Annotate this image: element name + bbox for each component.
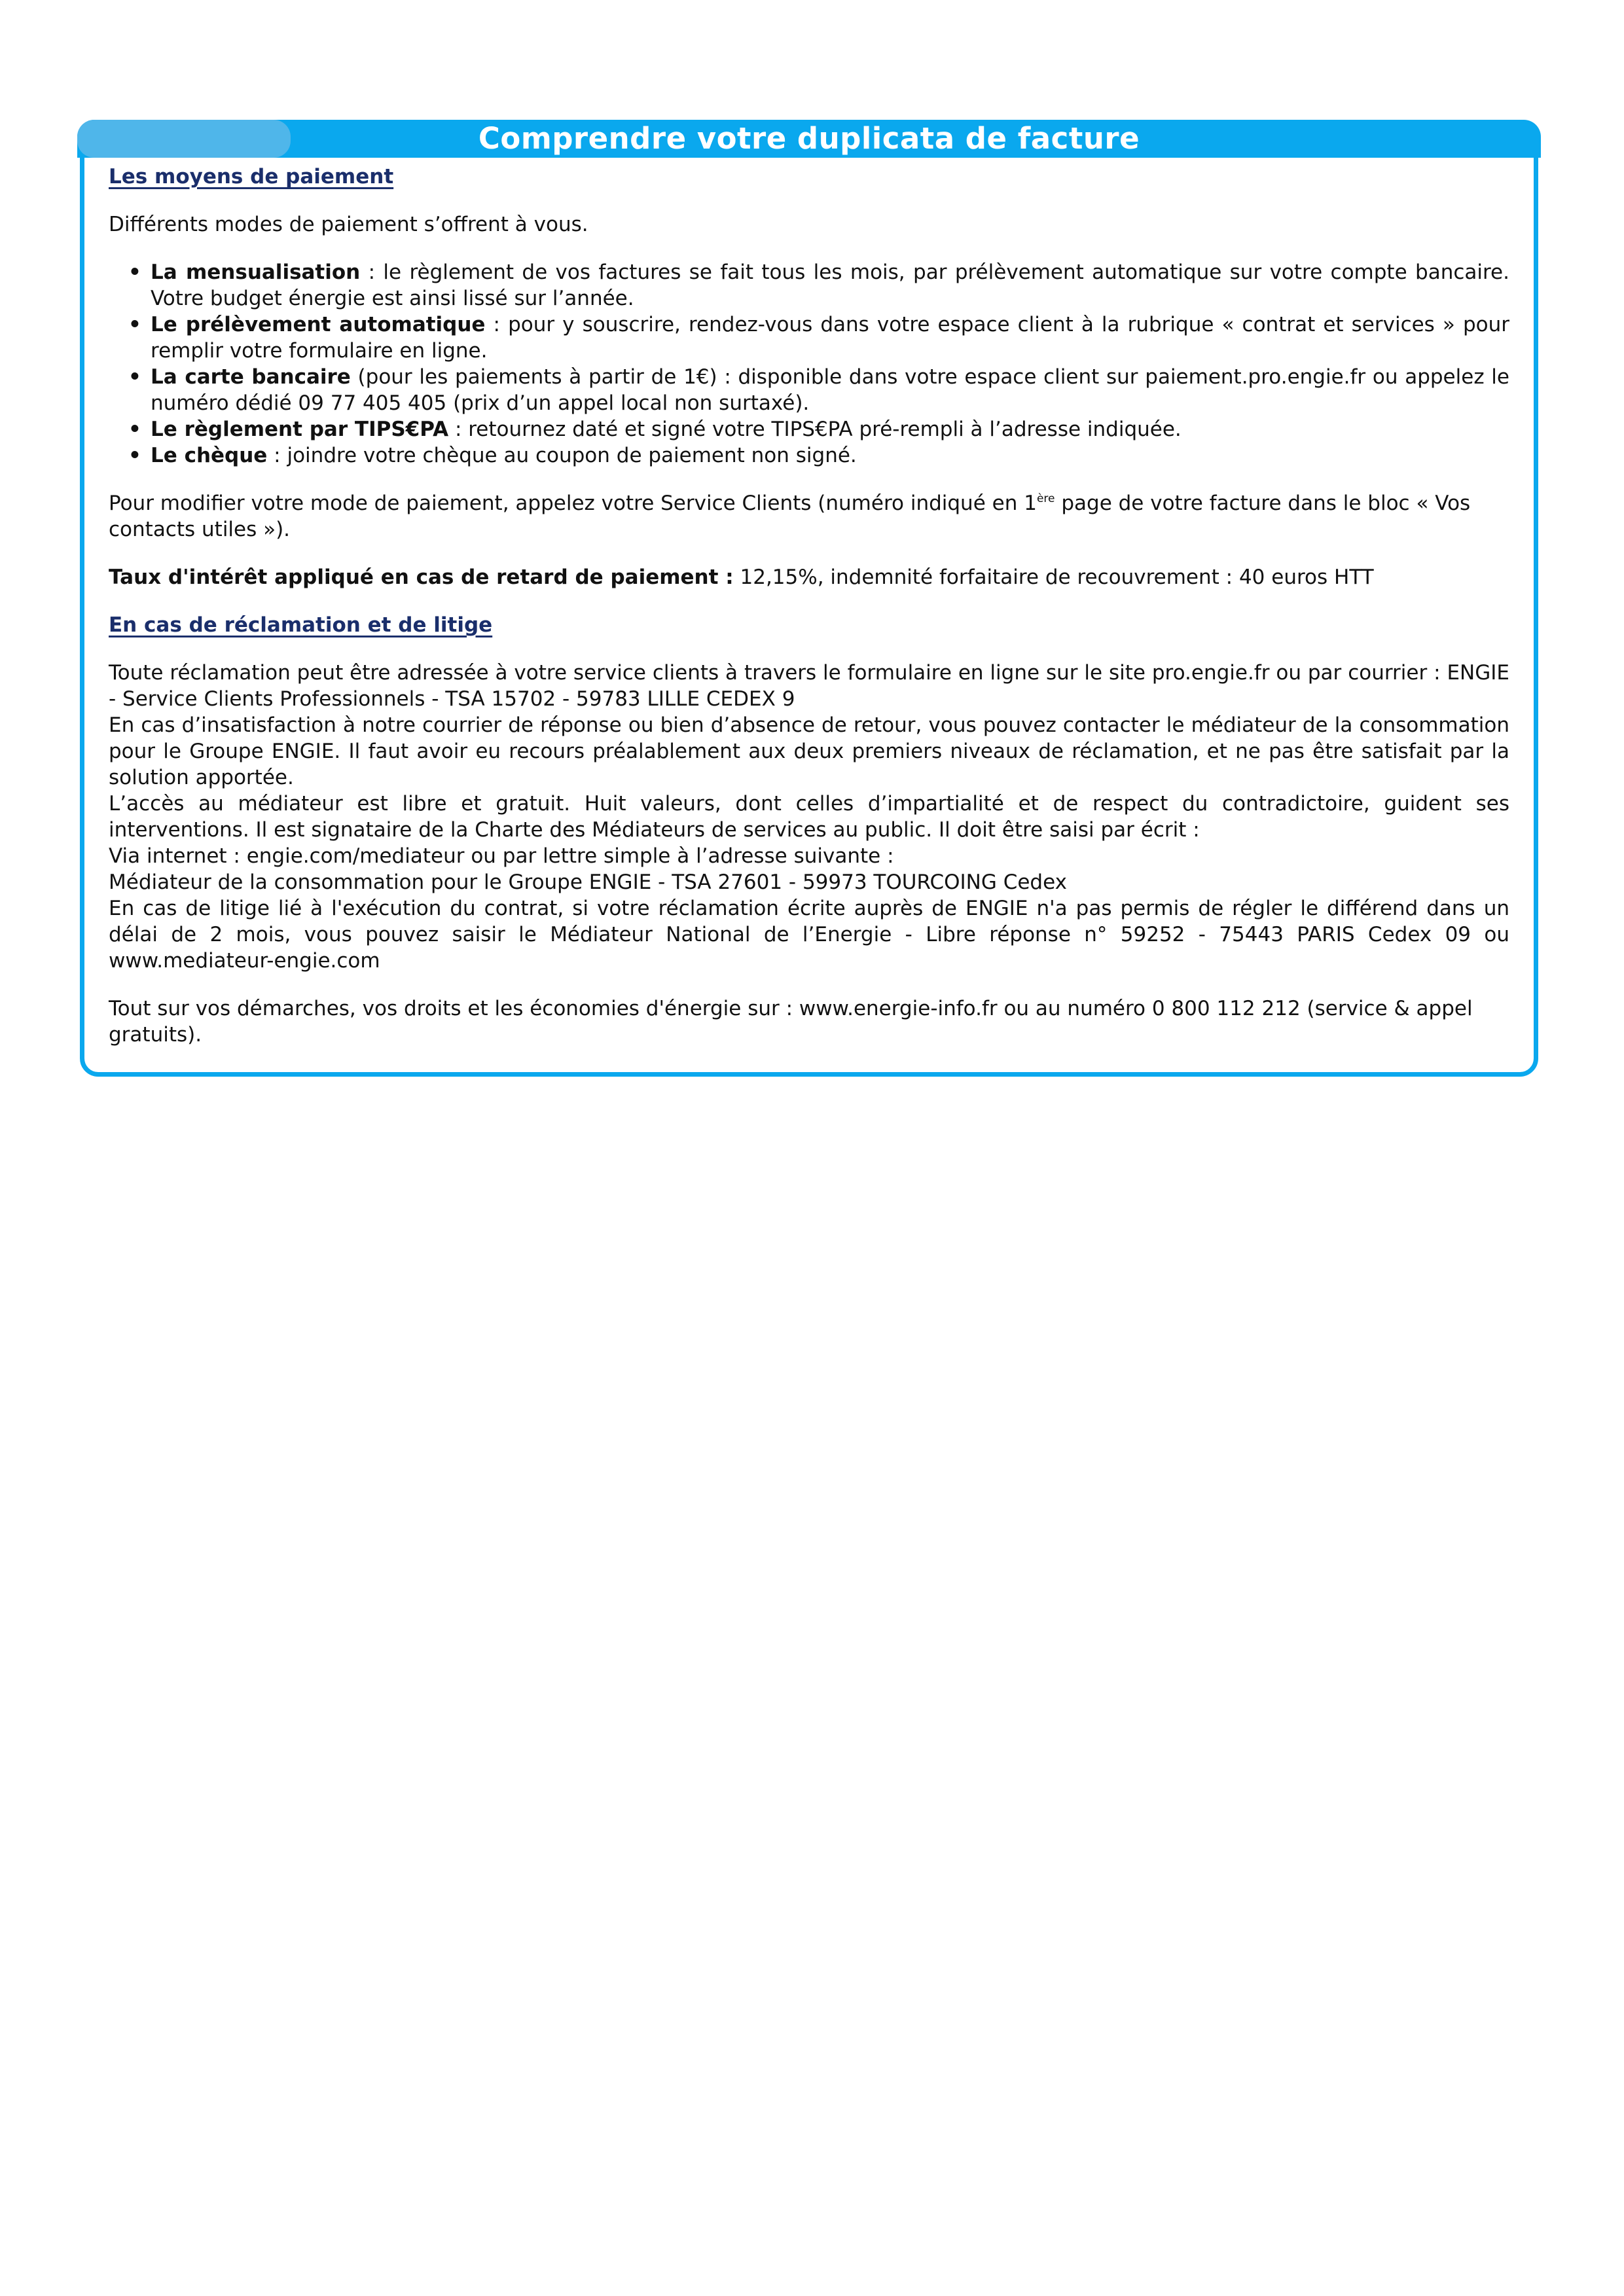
payment-intro: Différents modes de paiement s’offrent à vous. — [109, 213, 588, 236]
modify-payment-text: Pour modifier votre mode de paiement, appelez votre Service Clients (numéro indiqué en 1ère page de votre facture dans le bloc « Vos contacts utiles »). — [109, 492, 1471, 541]
claims-paragraph: Toute réclamation peut être adressée à votre service clients à travers le formulaire en ligne sur le site pro.engie.fr ou par courrier : ENGIE - Service Clients Professionnels - TSA 15702 - 59783 LILLE CEDEX 9 — [109, 661, 1509, 711]
payment-methods-list — [109, 259, 1509, 469]
list-item: • Le règlement par TIPS€PA : retournez daté et signé votre TIPS€PA pré-rempli à l’adresse indiquée. — [128, 418, 1182, 441]
document-content — [109, 164, 1509, 1048]
claims-paragraph: Médiateur de la consommation pour le Groupe ENGIE - TSA 27601 - 59973 TOURCOING Cedex — [109, 870, 1067, 894]
bullet-icon: • — [128, 444, 141, 467]
claims-paragraph: Via internet : engie.com/mediateur ou par lettre simple à l’adresse suivante : — [109, 844, 894, 868]
bullet-icon: • — [128, 365, 141, 389]
bullet-icon: • — [128, 260, 141, 284]
bullet-icon: • — [128, 313, 141, 336]
page-title: Comprendre votre duplicata de facture — [478, 121, 1140, 156]
list-item: • Le prélèvement automatique : pour y souscrire, rendez-vous dans votre espace client à la rubrique « contrat et services » pour remplir votre formulaire en ligne. — [128, 313, 1509, 363]
list-item: • La carte bancaire (pour les paiements à partir de 1€) : disponible dans votre espace client sur paiement.pro.engie.fr ou appelez le numéro dédié 09 77 405 405 (prix d’un appel local non surtaxé). — [128, 365, 1509, 415]
claims-body — [109, 660, 1509, 974]
claims-paragraph: En cas de litige lié à l'exécution du contrat, si votre réclamation écrite auprès de ENGIE n'a pas permis de régler le différend dans un délai de 2 mois, vous pouvez saisir le Médiateur National de l’Energie - Libre réponse n° 59252 - 75443 PARIS Cedex 09 ou www.mediateur-engie.com — [109, 897, 1509, 973]
energy-info-footer: Tout sur vos démarches, vos droits et les économies d'énergie sur : www.energie-info.fr ou au numéro 0 800 112 212 (service & appel gratuits). — [109, 997, 1473, 1047]
bullet-icon: • — [128, 418, 141, 441]
payment-heading: Les moyens de paiement — [109, 165, 394, 188]
list-item: • Le chèque : joindre votre chèque au coupon de paiement non signé. — [128, 444, 857, 467]
late-payment-rate: Taux d'intérêt appliqué en cas de retard de paiement : 12,15%, indemnité forfaitaire de recouvrement : 40 euros HTT — [109, 565, 1374, 589]
claims-paragraph: En cas d’insatisfaction à notre courrier de réponse ou bien d’absence de retour, vous pouvez contacter le médiateur de la consommation pour le Groupe ENGIE. Il faut avoir eu recours préalablement aux deux premiers niveaux de réclamation, et ne pas être satisfait par la solution apportée. — [109, 713, 1509, 789]
list-item: • La mensualisation : le règlement de vos factures se fait tous les mois, par prélèvement automatique sur votre compte bancaire. Votre budget énergie est ainsi lissé sur l’année. — [128, 260, 1509, 310]
claims-heading: En cas de réclamation et de litige — [109, 613, 493, 637]
claims-paragraph: L’accès au médiateur est libre et gratuit. Huit valeurs, dont celles d’impartialité et de respect du contradictoire, guident ses interventions. Il est signataire de la Charte des Médiateurs de services au public. Il doit être saisi par écrit : — [109, 792, 1509, 842]
